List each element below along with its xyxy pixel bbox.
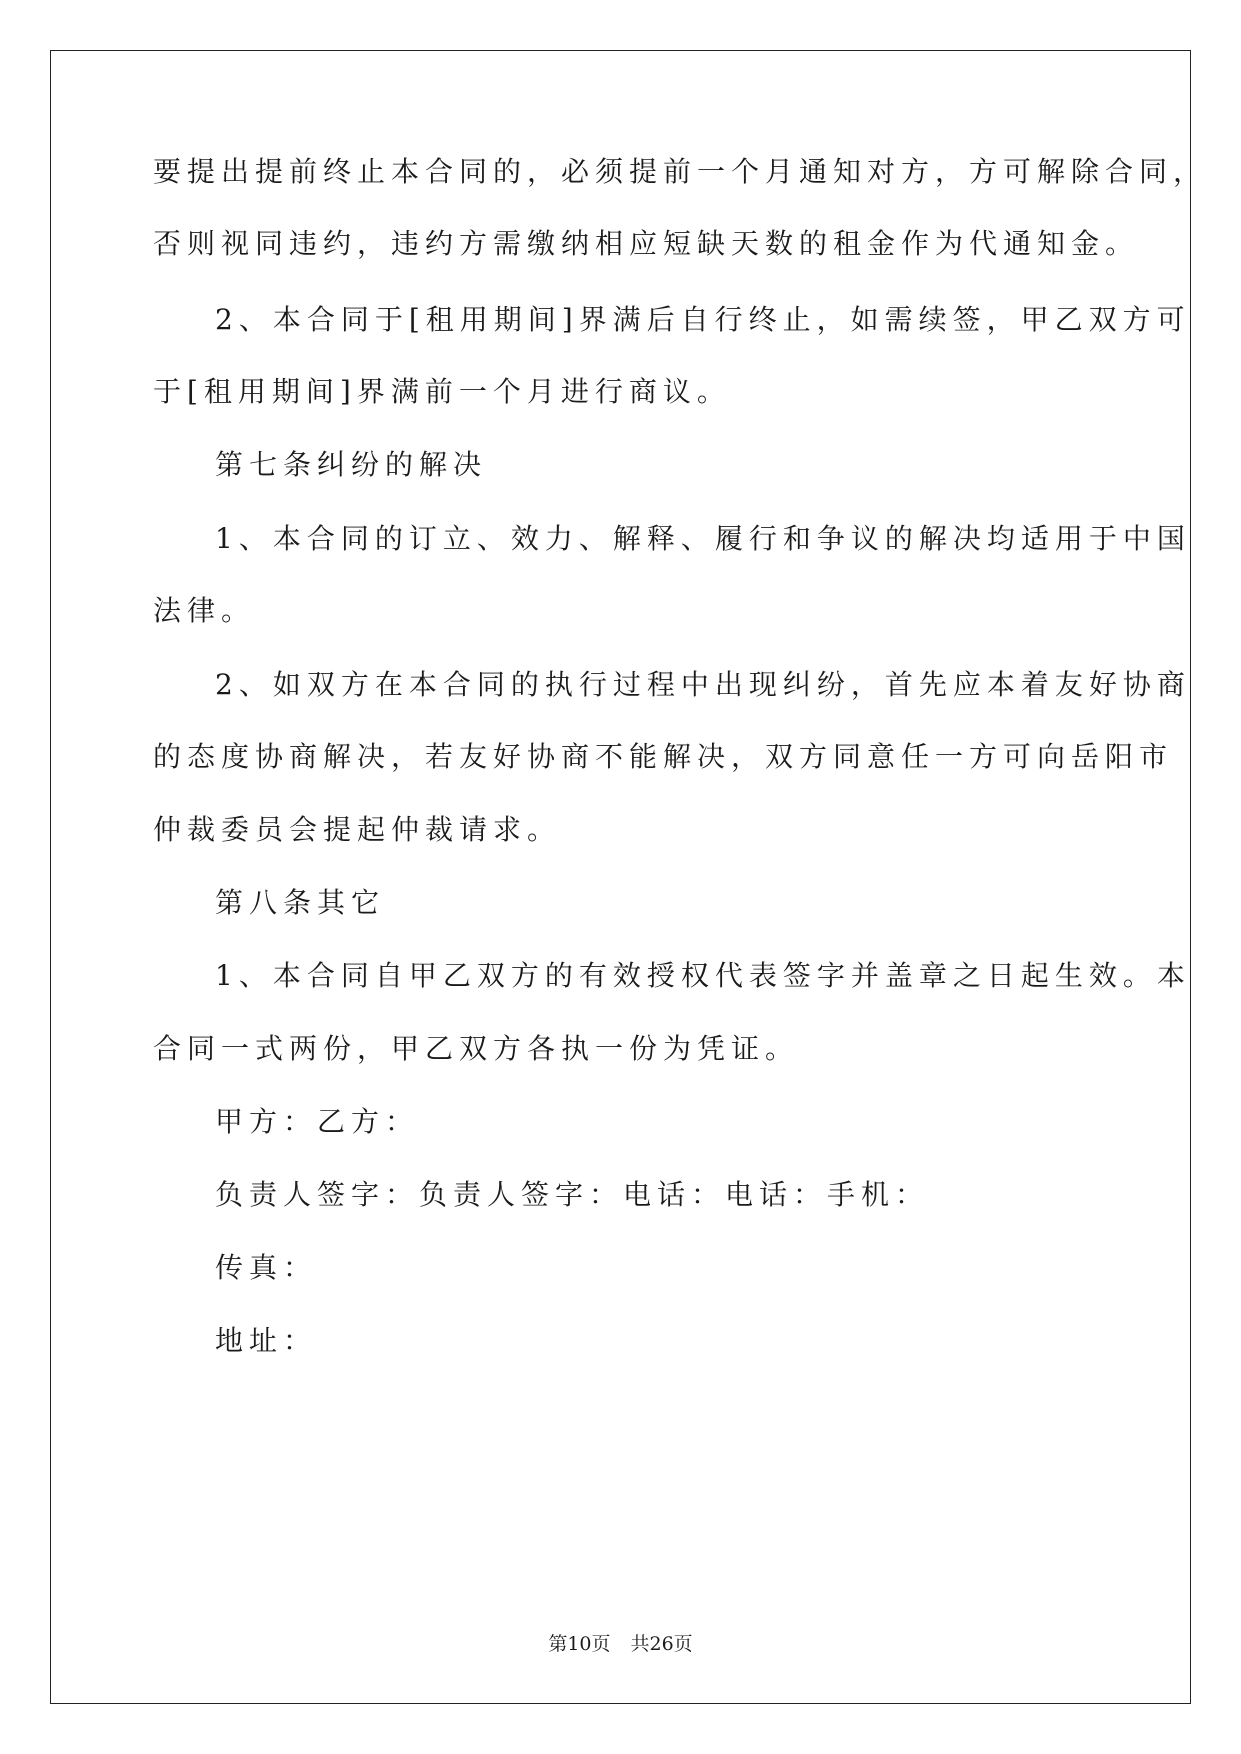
paragraph-line: 否则视同违约，违约方需缴纳相应短缺天数的租金作为代通知金。	[153, 227, 1140, 260]
page-footer	[0, 1632, 1241, 1656]
current-page-label: 第10页	[548, 1633, 611, 1655]
paragraph-line: 要提出提前终止本合同的，必须提前一个月通知对方，方可解除合同，	[153, 155, 1208, 188]
paragraph-line: 法律。	[153, 594, 256, 627]
section-heading: 第七条纠纷的解决	[215, 448, 488, 481]
address-line: 地址：	[215, 1324, 318, 1357]
paragraph-line: 2、如双方在本合同的执行过程中出现纠纷，首先应本着友好协商	[215, 668, 1191, 701]
fax-line: 传真：	[215, 1251, 318, 1284]
total-pages-label: 共26页	[630, 1633, 693, 1655]
paragraph-line: 于[租用期间]界满前一个月进行商议。	[153, 375, 731, 408]
page-border	[50, 50, 1208, 1704]
paragraph-line: 1、本合同的订立、效力、解释、履行和争议的解决均适用于中国	[215, 522, 1191, 555]
paragraph-line: 的态度协商解决，若友好协商不能解决，双方同意任一方可向岳阳市	[153, 740, 1174, 773]
section-heading: 第八条其它	[215, 886, 386, 919]
paragraph-line: 1、本合同自甲乙双方的有效授权代表签字并盖章之日起生效。本	[215, 959, 1191, 992]
paragraph-line: 2、本合同于[租用期间]界满后自行终止，如需续签，甲乙双方可	[215, 303, 1191, 336]
signature-party-line: 甲方：乙方：	[215, 1105, 420, 1138]
paragraph-line: 仲裁委员会提起仲裁请求。	[153, 813, 562, 846]
paragraph-line: 合同一式两份，甲乙双方各执一份为凭证。	[153, 1032, 800, 1065]
signature-contact-line: 负责人签字：负责人签字：电话：电话：手机：	[215, 1178, 930, 1211]
